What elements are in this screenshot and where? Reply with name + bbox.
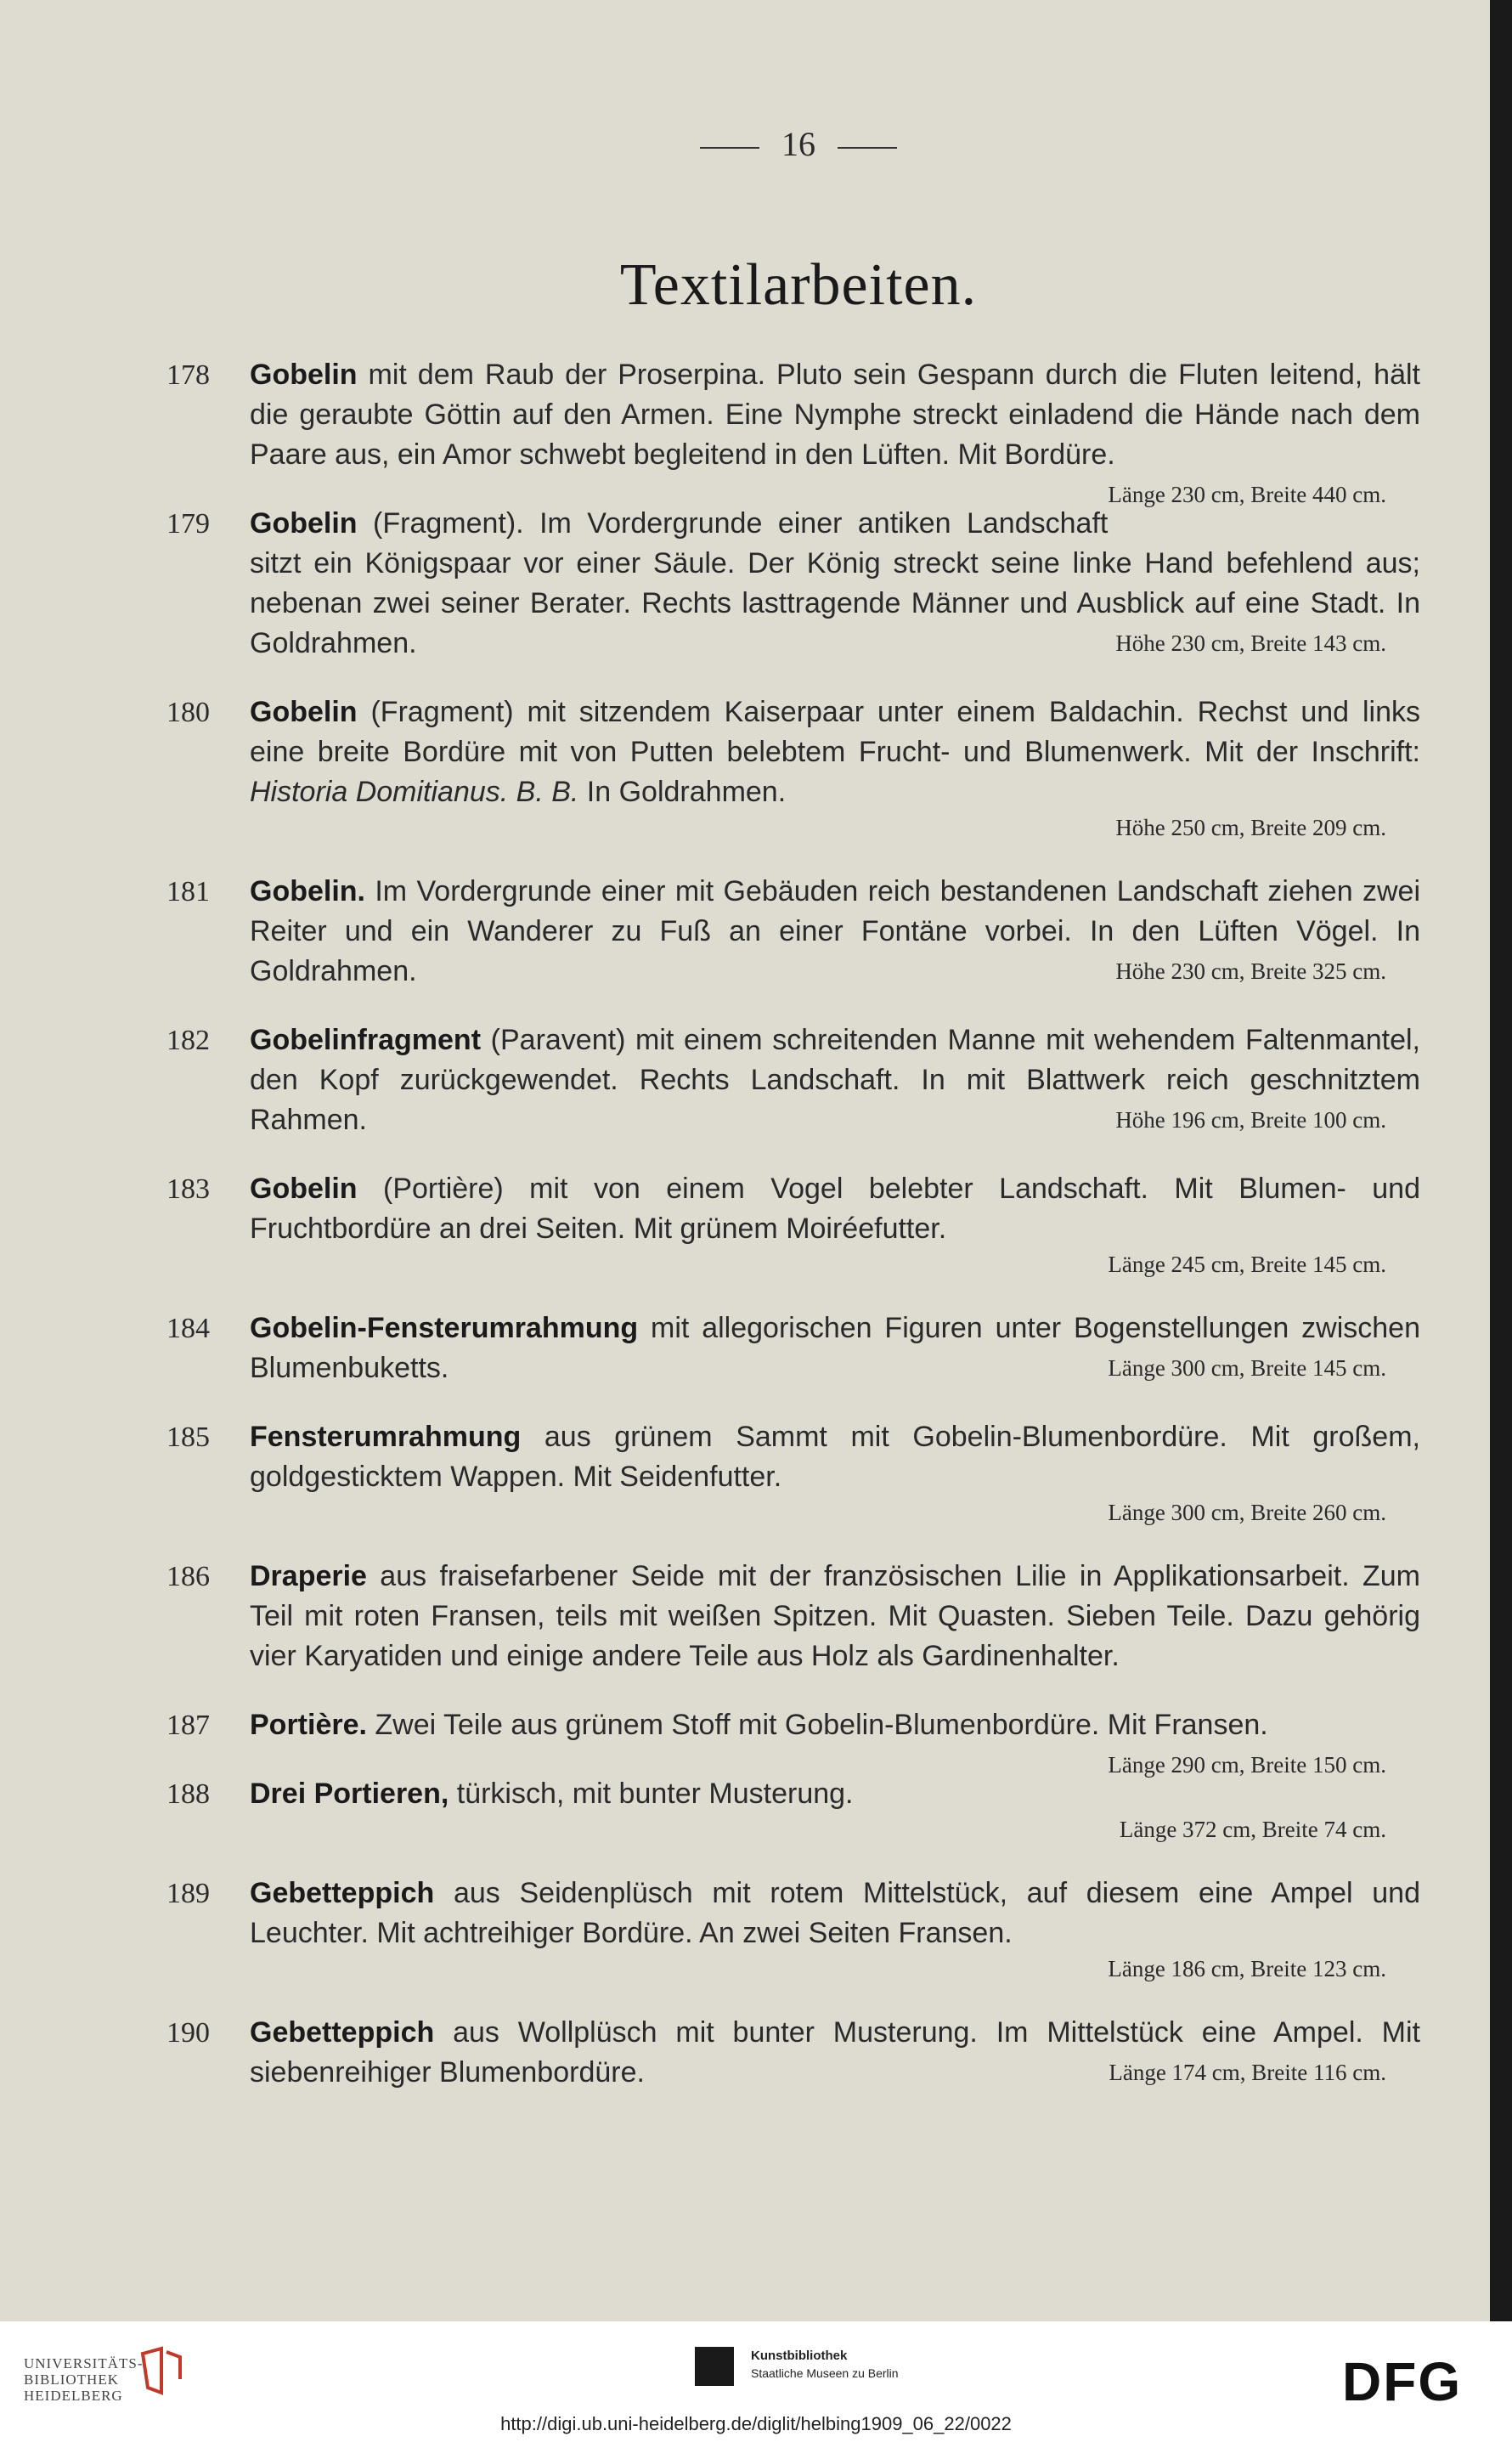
entry-description: (Paravent) mit einem schreitenden Manne mit wehendem Faltenmantel, den Kopf zurückgewendet. Rechts Landschaft. In mit Blattwerk reich geschnitztem Rahmen. <box>250 1024 1420 1136</box>
entry-heading: Drei Portieren, <box>250 1778 449 1810</box>
entry-description: aus grünem Sammt mit Gobelin-Blumenbordüre. Mit großem, goldgesticktem Wappen. Mit Seidenfutter. <box>250 1421 1420 1493</box>
dfg-logo[interactable]: DFG <box>1342 2351 1463 2412</box>
kunstbibliothek-label[interactable]: Kunstbibliothek Staatliche Museen zu Berlin <box>751 2349 899 2380</box>
entry-heading: Gobelin-Fensterumrahmung <box>250 1312 639 1344</box>
entry-number: 183 <box>166 1173 210 1205</box>
entry-dimensions: Länge 174 cm, Breite 116 cm. <box>1109 2060 1386 2085</box>
entry-186 <box>166 1557 1420 1676</box>
entry-number: 184 <box>166 1313 210 1344</box>
entry-183 <box>166 1169 1420 1280</box>
entry-heading: Draperie <box>250 1560 367 1592</box>
entry-number: 188 <box>166 1778 210 1810</box>
entry-dimensions: Länge 186 cm, Breite 123 cm. <box>1108 1956 1386 1981</box>
entry-dimensions: Höhe 230 cm, Breite 325 cm. <box>1115 958 1386 984</box>
entry-number: 190 <box>166 2017 210 2049</box>
ub-emblem-icon <box>136 2345 187 2396</box>
entry-description: mit dem Raub der Proserpina. Pluto sein Gespann durch die Fluten leitend, hält die geraubte Göttin auf den Armen. Eine Nymphe streckt einladend die Hände nach dem Paare aus, ein Amor schwebt begleitend in den Lüften. Mit Bordüre. <box>250 359 1420 471</box>
entry-heading: Gobelin <box>250 696 358 728</box>
scan-edge <box>1490 0 1512 2321</box>
entry-dimensions: Länge 372 cm, Breite 74 cm. <box>1119 1817 1386 1842</box>
page-number: 16 <box>0 124 1512 164</box>
entry-description: mit allegorischen Figuren unter Bogenstellungen zwischen Blumenbuketts. <box>250 1312 1420 1384</box>
entry-description: türkisch, mit bunter Musterung. <box>449 1778 854 1810</box>
source-url[interactable]: http://digi.ub.uni-heidelberg.de/diglit/helbing1909_06_22/0022 <box>500 2413 1012 2434</box>
entry-heading: Gebetteppich <box>250 1877 435 1909</box>
entry-number: 187 <box>166 1710 210 1741</box>
entry-178 <box>166 355 1420 507</box>
entry-number: 186 <box>166 1561 210 1592</box>
entry-179 <box>166 504 1420 664</box>
entry-description: Im Vordergrunde einer mit Gebäuden reich bestandenen Landschaft ziehen zwei Reiter und ein Wanderer zu Fuß an einer Fontäne vorbei. In den Lüften Vögel. In Goldrahmen. <box>250 875 1420 987</box>
entry-heading: Gobelin <box>250 507 358 540</box>
entry-number: 185 <box>166 1422 210 1453</box>
entry-heading: Gobelinfragment <box>250 1024 482 1056</box>
entry-number: 182 <box>166 1025 210 1056</box>
entry-heading: Gobelin <box>250 359 358 391</box>
kunstbibliothek-logo-icon <box>695 2347 734 2386</box>
entry-dimensions: Länge 245 cm, Breite 145 cm. <box>1108 1252 1386 1277</box>
entry-heading: Gebetteppich <box>250 2016 435 2049</box>
entry-188 <box>166 1774 1420 1845</box>
entry-description: (Portière) mit von einem Vogel belebter Landschaft. Mit Blumen- und Fruchtbordüre an drei Seiten. Mit grünem Moiréefutter. <box>250 1173 1420 1245</box>
rule-left <box>700 147 759 149</box>
entry-description: Zwei Teile aus grünem Stoff mit Gobelin-Blumenbordüre. Mit Fransen. <box>366 1709 1268 1741</box>
entry-182 <box>166 1020 1420 1140</box>
entry-description: (Fragment) mit sitzendem Kaiserpaar unter einem Baldachin. Rechst und links eine breite Bordüre mit von Putten belebtem Frucht- und Blumenwerk. Mit der Inschrift: <box>250 696 1420 768</box>
entry-description-end: In Goldrahmen. <box>578 776 787 808</box>
entry-number: 181 <box>166 876 210 907</box>
entry-dimensions: Höhe 196 cm, Breite 100 cm. <box>1115 1107 1386 1133</box>
section-title: Textilarbeiten. <box>619 252 978 318</box>
entry-dimensions: Länge 230 cm, Breite 440 cm. <box>1108 482 1386 507</box>
rule-right <box>838 147 897 149</box>
entry-190 <box>166 2013 1420 2093</box>
entry-dimensions: Länge 290 cm, Breite 150 cm. <box>1108 1752 1386 1778</box>
entry-description: aus Seidenplüsch mit rotem Mittelstück, auf diesem eine Ampel und Leuchter. Mit achtreihiger Bordüre. An zwei Seiten Fransen. <box>250 1877 1420 1949</box>
entry-dimensions: Höhe 230 cm, Breite 143 cm. <box>1115 630 1386 656</box>
entry-description: aus fraisefarbener Seide mit der französischen Lilie in Applikationsarbeit. Zum Teil mit roten Fransen, teils mit weißen Spitzen. Mit Quasten. Sieben Teile. Dazu gehörig vier Karyatiden und einige andere Teile aus Holz als Gardinenhalter. <box>250 1560 1420 1672</box>
entry-dimensions: Höhe 250 cm, Breite 209 cm. <box>1115 815 1386 840</box>
entry-number: 178 <box>166 359 210 391</box>
entry-185 <box>166 1417 1420 1528</box>
entry-heading: Gobelin <box>250 1173 358 1205</box>
entry-description: aus Wollplüsch mit bunter Musterung. Im Mittelstück eine Ampel. Mit siebenreihiger Blumenbordüre. <box>250 2016 1420 2089</box>
entry-number: 179 <box>166 508 210 540</box>
entry-dimensions: Länge 300 cm, Breite 145 cm. <box>1108 1355 1386 1381</box>
entry-187 <box>166 1705 1420 1778</box>
entry-181 <box>166 872 1420 992</box>
entry-inscription: Historia Domitianus. B. B. <box>250 776 579 808</box>
entry-184 <box>166 1309 1420 1388</box>
entry-180 <box>166 692 1420 843</box>
entry-heading: Fensterumrahmung <box>250 1421 522 1453</box>
entry-description: (Fragment). Im Vordergrunde einer antiken Landschaft sitzt ein Königspaar vor einer Säule. Der König streckt seine linke Hand befehlend aus; nebenan zwei seiner Berater. Rechts lasttragende Männer und Ausblick auf eine Stadt. In Goldrahmen. <box>250 507 1420 659</box>
entry-dimensions: Länge 300 cm, Breite 260 cm. <box>1108 1500 1386 1525</box>
ub-heidelberg-logo[interactable]: UNIVERSITÄTS- BIBLIOTHEK HEIDELBERG <box>24 2355 144 2404</box>
entry-189 <box>166 1874 1420 1984</box>
entry-list <box>166 355 1420 2122</box>
entry-number: 189 <box>166 1878 210 1909</box>
entry-number: 180 <box>166 697 210 728</box>
entry-heading: Gobelin. <box>250 875 365 907</box>
entry-heading: Portière. <box>250 1709 367 1741</box>
